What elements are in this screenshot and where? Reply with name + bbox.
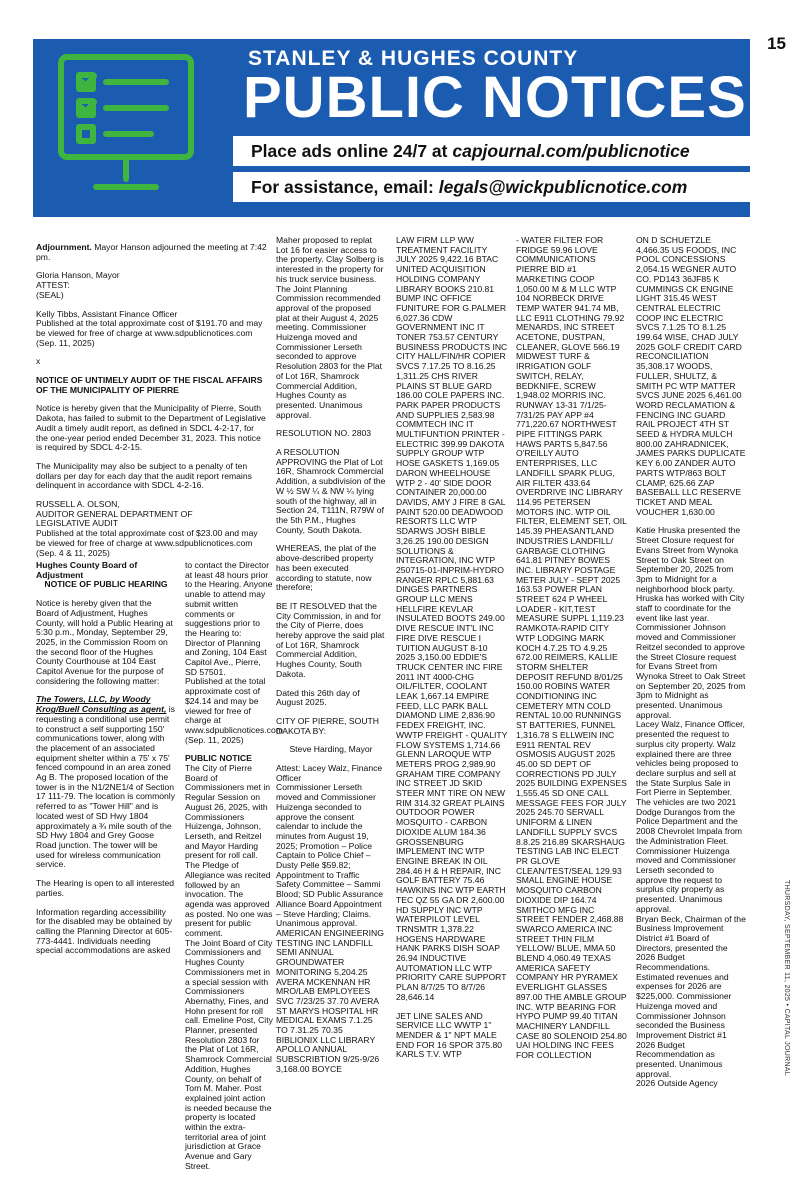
public-notices-banner [33, 39, 750, 217]
mayor-signature: Gloria Hanson, Mayor ATTEST: (SEAL) [36, 270, 120, 300]
place-ads-link[interactable]: capjournal.com/publicnotice [452, 141, 690, 161]
towers-request: is requesting a conditional use permit to construct a self supporting 150' communications tower, along with the placement of an associated equipment shelter within a 75' x 75' fenced compound in an area zoned Ag B. The proposed location of the tower is in the N1/2NE1/4 of Section 17 111-79. The location is commonly referred to as "Tower Hill" and is located west of SD Hwy 1804 approximately a ¾ mile south of the SD Hwy 1804 and Grey Goose Road junction. The tower will be used for wireless communication service. [36, 704, 176, 870]
county-title: STANLEY & HUGHES COUNTY [248, 47, 579, 70]
banner-title: PUBLIC NOTICES [243, 65, 747, 130]
resolution-approving: A RESOLUTION APPROVING the Plat of Lot 16R, Shamrock Commercial Addition, a subdivision of the W ½ SW ¼ & NW ¼ lying south of the highway, all in Section 24, T111N, R79W of the 5th P.M., Hughes County, South Dakota. [276, 447, 386, 535]
untimely-audit-body: Notice is hereby given that the Municipality of Pierre, South Dakota, has failed to submit to the Department of Legislative Audit a timely audit report, as defined in SDCL 4-2-17, for the one-year period ended December 31, 2023. This notice is required by SDCL 4-2-15. [36, 403, 266, 453]
page-number: 15 [767, 34, 786, 53]
claims-list-1b: JET LINE SALES AND SERVICE LLC WWTP 1" MENDER & 1" NPT MALE END FOR 16 SPOR 375.80 KARLS T.V. WTP [396, 1010, 503, 1060]
untimely-audit-penalty: The Municipality may also be subject to a penalty of ten dollars per day for each day that the audit report remains delinquent in accordance with SDCL 4-2-16. [36, 460, 252, 491]
assistance-email-link[interactable]: legals@wickpublicnotice.com [438, 177, 688, 197]
public-notice-column [185, 560, 283, 1181]
public-notice-body: The City of Pierre Board of Commissioners met in Regular Session on August 26, 2025, with Commissioners Huizenga, Johnson, Lerseth, and Reitzel and Mayor Harding present for roll call. The Pledge of Allegiance was recited followed by an invocation. The agenda was approved as posted. No one was present for public comment. The Joint Board of City Commissioners and Hughes County Commissioners met in a special session with Commissioners Abernathy, Fines, and Hohn present for roll call. Emeline Post, City Planner, presented Resolution 2803 for the Plat of Lot 16R, Shamrock Commercial Addition, Hughes County, on behalf of Tom M. Maher. Post explained joint action is needed because the property is located within the extra-territorial area of joint jurisdiction at Grace Avenue and Gary Street. [185, 763, 273, 1171]
assistance-bar: For assistance, email: legals@wickpublicnotice.com [233, 172, 750, 202]
attest-and-claims: Attest: Lacey Walz, Finance Officer Commissioner Lerseth moved and Commissioner Huizenga seconded to approve the consent calendar to include the minutes from August 19, 2025; Promotion – Police Captain to Police Chief – Dusty Pelle $59.82; Appointment to Traffic Safety Committee – Sammi Blood; SD Public Assurance Alliance Board Appointment – Steve Harding; Claims. Unanimous approval. AMERICAN ENGINEERING TESTING INC LANDFILL SEMI ANNUAL GROUNDWATER MONITORING 5,204.25 AVERA MCKENNAN HR MRO/LAB EMPLOYEES SVC 7/23/25 37.70 AVERA ST MARYS HOSPITAL HR MEDICAL EXAMS 7.1.25 TO 7.31.25 70.35 BIBLIONIX LLC LIBRARY APOLLO ANNUAL SUBSCRIBTION 9/25-9/26 3,168.00 BOYCE [276, 763, 384, 1074]
resolution-resolved: BE IT RESOLVED that the City Commission, in and for the City of Pierre, does hereby approve the said plat of Lot 16R, Shamrock Commercial Addition, Hughes County, South Dakota. [276, 600, 385, 679]
assistant-finance-signature: Kelly Tibbs, Assistant Finance Officer Published at the total approximate cost of $191.70 and may be viewed for free of charge at www.sdpublicnotices.com (Sep. 11, 2025) [36, 308, 263, 348]
resolution-dated: Dated this 26th day of August 2025. [276, 687, 360, 708]
claims-column-3 [636, 236, 746, 1098]
resolution-number: RESOLUTION NO. 2803 [276, 428, 372, 439]
auditor-signature: RUSSELL A. OLSON, AUDITOR GENERAL DEPARTMENT OF LEGISLATIVE AUDIT Published at the total approximate cost of $23.00 and may be viewed for free of charge at www.sdpublicnotices.com (Sep. 4 & 11, 2025) [36, 499, 258, 558]
board-adjustment-head: Hughes County Board of Adjustment [36, 560, 138, 580]
hearing-notice-head: NOTICE OF PUBLIC HEARING [44, 579, 168, 590]
hearing-contact: to contact the Director at least 48 hours prior to the Hearing. Anyone unable to attend may submit written comments or suggestions prior to the Hearing to: Director of Planning and Zoning, 104 East Capitol Ave., Pierre, SD 57501. Published at the total approximate cost of $24.14 and may be viewed for free of charge at www.sdpublicnotices.com (Sep. 11, 2025) [185, 560, 283, 745]
resolution-column [276, 236, 386, 1084]
resolution-whereas: WHEREAS, the plat of the above-described property has been executed according to statute, now therefore; [276, 543, 377, 593]
street-closure-and-surplus: Katie Hruska presented the Street Closure request for Evans Street from Wynoka Street to Oak Street on September 20, 2025 from 3pm to Midnight for a neighborhood block party. Hruska has worked with City staff to coordinate for the event like last year. Commissioner Johnson moved and Commissioner Reitzel seconded to approve the Street Closure request for Evans Street from Wynoka Street to Oak Street on September 20, 2025 from 3pm to Midnight as presented. Unanimous approval. Lacey Walz, Finance Officer, presented the request to surplus city property. Walz explained there are three vehicles being proposed to declare surplus and sell at the State Surplus Sale in Fort Pierre in September. The vehicles are two 2021 Dodge Durangos from the Police Department and the 2008 Chevrolet Impala from the Administration Fleet. Commissioner Huizenga moved and Commissioner Lerseth seconded to approve the request to surplus city property as presented. Unanimous approval. Bryan Beck, Chairman of the Business Improvement District #1 Board of Directors, presented the 2026 Budget Recommendations. Estimated revenues and expenses for 2026 are $225,000. Commissioner Huizenga moved and Commissioner Johnson seconded the Business Improvement District #1 2026 Budget Recommendation as presented. Unanimous approval. 2026 Outside Agency [636, 525, 746, 1089]
public-notice-title: PUBLIC NOTICE [185, 753, 252, 764]
claims-column-1 [396, 236, 508, 1069]
claims-list-2: - WATER FILTER FOR FRIDGE 59.96 LOVE COMMUNICATIONS PIERRE BID #1 MARKETING COOP 1,050.00 M & M LLC WTP 104 NORBECK DRIVE TEMP WATER 941.74 MB, LLC E911 CLOTHING 79.92 MENARDS, INC STREET ACETONE, DUSTPAN, CLEANER, GLOVE 566.19 MIDWEST TURF & IRRIGATION GOLF SWITCH, RELAY, BEDKNIFE, SCREW 1,948.02 MORRIS INC. RUNWAY 13-31 7/1/25-7/31/25 PAY APP #4 771,220.67 NORTHWEST PIPE FITTINGS PARK HAWS PARTS 5,847.56 O'REILLY AUTO ENTERPRISES, LLC LANDFILL SPARK PLUG, AIR FILTER 433.64 OVERDRIVE INC LIBRARY 114.95 PETERSEN MOTORS INC. WTP OIL FILTER, ELEMENT SET, OIL 145.39 PHEASANTLAND INDUSTRIES LANDFILL/ GARBAGE CLOTHING 641.81 PITNEY BOWES INC. LIBRARY POSTAGE METER JULY - SEPT 2025 163.53 POWER PLAN STREET 624 P WHEEL LOADER - KIT,TEST MEASURE SUPPL 1,119.23 RAMKOTA-RAPID CITY WTP LODGING MARK KOCH 4.7.25 TO 4.9.25 672.00 REIMERS, KALLIE STORM SHELTER DEPOSIT REFUND 8/01/25 150.00 ROBINS WATER CONDITIONING INC CEMETERY MTN COLD RENTAL 10.00 RUNNINGS ST BATTERIES, FUNNEL 1,316.78 S ELLWEIN INC E911 RENTAL REV OSMOSIS AUGUST 2025 45.00 SD DEPT OF CORRECTIONS PD JULY 2025 BUILDING EXPENSES 1,555.45 SD ONE CALL MESSAGE FEES FOR JULY 2025 245.70 SERVALL UNIFORM & LINEN LANDFILL SUPPLY SVCS 8.8.25 216.89 SKARSHAUG TESTING LAB INC ELECT PR GLOVE CLEAN/TEST/SEAL 129.93 SMALL ENGINE HOUSE MOSQUITO CARBON DIOXIDE DIP 164.74 SMITHCO MFG INC STREET FENDER 2,468.88 SWARCO AMERICA INC STREET THIN FILM YELLOW/ BLUE, MMA 50 BLEND 4,060.49 TEXAS AMERICA SAFETY COMPANY HR PYRAMEX EVERLIGHT GLASSES 897.00 THE AMBLE GROUP INC. WTP BEARING FOR HYPO PUMP 99.40 TITAN MACHINERY LANDFILL CASE 80 SOLENOID 254.80 UAI HOLDING INC FEES FOR COLLECTION [516, 235, 627, 1061]
board-adjustment-column [36, 561, 176, 965]
replat-text: Maher proposed to replat Lot 16 for easier access to the property. Clay Solberg is interested in the property for his truck service business. The Joint Planning Commission recommended approval of the proposed plat at their August 4, 2025 meeting. Commissioner Huizenga moved and Commissioner Lerseth seconded to approve Resolution 2803 for the Plat of Lot 16R, Shamrock Commercial Addition, Hughes County as presented. Unanimous approval. [276, 235, 384, 420]
claims-list-1: LAW FIRM LLP WW TREATMENT FACILITY JULY 2025 9,422.16 BTAC UNITED ACQUISITION HOLDING COMPANY LIBRARY BOOKS 210.81 BUMP INC OFFICE FUNITURE FOR G.PALMER 6,027.36 CDW GOVERNMENT INC IT TONER 753.57 CENTURY BUSINESS PRODUCTS INC CITY HALL/FIN/HR COPIER SVCS 7.17.25 TO 8.16.25 1,311.25 CHS RIVER PLAINS ST BLUE GARD 186.00 COLE PAPERS INC. PARK PAPER PRODUCTS AND SUPPLIES 2,583.98 COMMTECH INC IT MULTIFUNTION PRINTER - ELECTRIC 399.99 DAKOTA SUPPLY GROUP WTP HOSE GASKETS 1,169.05 DARON WHEELHOUSE WTP 2 - 40' SIDE DOOR CONTAINER 20,000.00 DAVIDS, AMY J FIRE 8 GAL PAINT 520.00 DEADWOOD RESORTS LLC WTP SDARWS JOSH BIBLE 3,26.25 190.00 DESIGN SOLUTIONS & INTEGRATION, INC WTP 250715-01-INPRIM-HYDRO RANGER RPLC 5,881.63 DINGES PARTNERS GROUP LLC MENS HELLFIRE KEVLAR INSULATED BOOTS 249.00 DIVE RESCUE INT'L INC FIRE DIVE RESCUE I TUITION AUGUST 8-10 2025 3,150.00 EDDIE'S TRUCK CENTER INC FIRE 2011 INT 4000-CHG OIL/FILTER, COOLANT LEAK 1,667.14 EMPIRE FEED, LLC PARK BALL DIAMOND LIME 2,836.90 FEDEX FREIGHT, INC. WWTP FREIGHT - QUALITY FLOW SYSTEMS 1,714.66 GLENN LAROQUE WTP METERS PROG 2,989.90 GRAHAM TIRE COMPANY INC STREET JD SKID STEER MNT TIRE ON NEW RIM 314.32 GREAT PLAINS OUTDOOR POWER MOSQUITO - CARBON DIOXIDE ALUM 184.36 GROSSENBURG IMPLEMENT INC WTP ENGINE BREAK IN OIL 284.46 H & H REPAIR, INC GOLF BATTERY 75.46 HAWKINS INC WTP EARTH TEC QZ 55 GA DR 2,600.00 HD SUPPLY INC WTP WATERPILOT LEVEL TRNSMTR 1,378.22 HOGENS HARDWARE HANK PARKS DISH SOAP 26.94 INDUCTIVE AUTOMATION LLC WTP PRIORITY CARE SUPPORT PLAN 8/7/25 TO 8/7/26 28,646.14 [396, 235, 508, 1002]
claims-column-2 [516, 236, 628, 1070]
notice-column-1 [36, 243, 268, 567]
untimely-audit-title: NOTICE OF UNTIMELY AUDIT OF THE FISCAL AFFAIRS OF THE MUNICIPALITY OF PIERRE [36, 375, 263, 395]
hearing-open: The Hearing is open to all interested parties. [36, 878, 175, 898]
hearing-intro: Notice is hereby given that the Board of Adjustment, Hughes County, will hold a Public Hearing at 5:30 p.m., Monday, September 29, 2025, in the Commission Room on the second floor of the Hughes County Courthouse at 104 East Capitol Avenue for the purpose of considering the following matter: [36, 598, 173, 686]
checklist-monitor-icon [51, 49, 221, 209]
adjournment-lead: Adjournment. [36, 242, 92, 252]
city-of-pierre-by: CITY OF PIERRE, SOUTH DAKOTA BY: [276, 715, 379, 736]
separator-x: x [36, 356, 41, 367]
mayor-harding: Steve Harding, Mayor [289, 744, 373, 755]
claims-list-3: ON D SCHUETZLE 4,466.35 US FOODS, INC POOL CONCESSIONS 2,054.15 WEGNER AUTO CO. PD143 36JF85 K CUMMINGS CK ENGINE LIGHT 315.45 WEST CENTRAL ELECTRIC COOP INC ELECTRIC SVCS 7.1.25 TO 8.1.25 199.64 WISE, CHAD JULY 2025 GOLF CREDIT CARD RECONCILIATION 35,308.17 WOODS, FULLER, SHULTZ, & SMITH PC WTP MATTER SVCS JUNE 2025 6,461.00 WORD RECLAMATION & FENCING INC GUARD RAIL PROJECT 4TH ST SEED & HYDRA MULCH 800.00 ZAHRADNICEK, JAMES PARKS DUPLICATE KEY 6.00 ZANDER AUTO PARTS WTP/863 BOLT CLAMP, 625.66 ZAP BASEBALL LLC RESERVE TICKET AND MEAL VOUCHER 1,630.00 [636, 235, 746, 517]
accessibility-info: Information regarding accessibility for the disabled may be obtained by calling the Planning Director at 605-773-4441. Individuals needing special accommodations are asked [36, 906, 173, 956]
adjournment-text: Mayor Hanson adjourned the meeting at 7:42 pm. [36, 242, 267, 262]
towers-applicant: The Towers, LLC, by Woody Krog/Buell Consulting as agent, [36, 694, 167, 715]
place-ads-bar: Place ads online 24/7 at capjournal.com/publicnotice [233, 136, 750, 166]
